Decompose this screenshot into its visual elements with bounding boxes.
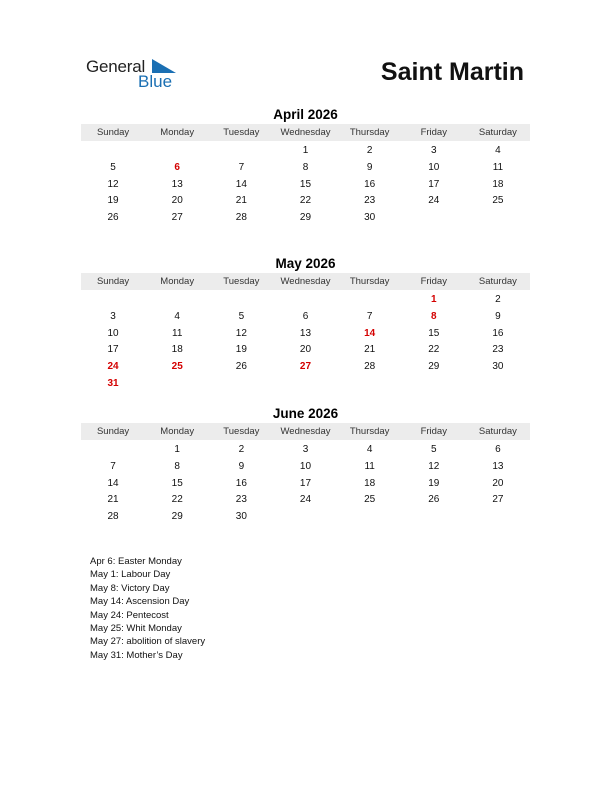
day-cell: 28: [235, 212, 247, 224]
day-cell: 5: [430, 444, 437, 455]
logo-triangle-icon: [152, 59, 176, 73]
empty-day-cell: [466, 509, 530, 526]
empty-day-cell: [402, 210, 466, 227]
day-cell: 20: [299, 344, 312, 356]
day-cell: 11: [364, 460, 375, 472]
empty-day-cell: [209, 143, 273, 160]
weekday-label: Sunday: [96, 426, 130, 437]
day-cell: 9: [366, 161, 373, 173]
day-cell: 30: [235, 511, 247, 523]
week-row: [81, 442, 530, 459]
empty-day-cell: [145, 143, 209, 160]
weekday-label: Monday: [160, 426, 195, 437]
empty-day-cell: [273, 292, 337, 309]
day-cell: 6: [302, 310, 309, 322]
holiday-note: May 27: abolition of slavery: [90, 636, 206, 648]
day-cell: 9: [495, 310, 501, 322]
day-cell: 18: [364, 477, 376, 489]
week-row: [81, 492, 530, 509]
month-calendar-may: [81, 255, 530, 393]
week-row: [81, 476, 530, 493]
weekday-header-row: [81, 423, 530, 440]
empty-day-cell: [402, 376, 466, 393]
day-cell: 11: [492, 161, 504, 173]
empty-day-cell: [209, 376, 273, 393]
day-cell: 17: [299, 477, 312, 489]
holiday-day-cell: 1: [430, 294, 437, 305]
day-cell: 3: [430, 145, 437, 156]
day-cell: 21: [235, 195, 247, 207]
week-row: [81, 509, 530, 526]
day-cell: 3: [302, 444, 309, 455]
generalblue-logo: [86, 55, 186, 91]
holiday-day-cell: 14: [364, 327, 376, 339]
weekday-label: Thursday: [349, 426, 390, 437]
holiday-day-cell: 25: [171, 361, 183, 373]
weekday-label: Saturday: [478, 426, 517, 437]
day-cell: 2: [366, 145, 373, 156]
week-row: [81, 342, 530, 359]
weekday-label: Tuesday: [223, 426, 260, 437]
day-cell: 24: [428, 195, 440, 207]
day-cell: 29: [428, 361, 440, 373]
day-cell: 15: [428, 327, 440, 339]
empty-day-cell: [81, 292, 145, 309]
day-cell: 29: [171, 511, 183, 523]
day-cell: 22: [428, 344, 440, 356]
weekday-label: Monday: [160, 276, 195, 287]
day-cell: 10: [107, 327, 119, 339]
empty-day-cell: [81, 143, 145, 160]
week-row: [81, 459, 530, 476]
day-cell: 7: [238, 161, 245, 173]
empty-day-cell: [338, 376, 402, 393]
weekday-label: Friday: [420, 276, 447, 287]
day-cell: 27: [492, 494, 504, 506]
logo-word-blue: Blue: [138, 72, 173, 91]
holiday-notes-list: [90, 555, 205, 662]
day-cell: 16: [235, 477, 247, 489]
day-cell: 19: [107, 195, 119, 207]
day-cell: 7: [366, 310, 373, 322]
month-calendar-april: [81, 106, 530, 227]
weekday-label: Wednesday: [280, 426, 331, 437]
weekday-label: Tuesday: [223, 276, 260, 287]
day-cell: 25: [364, 494, 376, 506]
day-cell: 20: [492, 477, 504, 489]
day-cell: 5: [110, 161, 116, 173]
week-row: [81, 326, 530, 343]
day-cell: 6: [495, 444, 501, 455]
weekday-label: Tuesday: [223, 127, 260, 138]
day-cell: 24: [299, 494, 312, 506]
empty-day-cell: [145, 292, 209, 309]
day-cell: 14: [235, 178, 247, 190]
day-cell: 13: [492, 460, 504, 472]
holiday-day-cell: 8: [430, 310, 437, 322]
empty-day-cell: [402, 509, 466, 526]
holiday-note: May 24: Pentecost: [90, 609, 169, 621]
weekday-label: Wednesday: [280, 127, 331, 138]
day-cell: 4: [366, 444, 373, 455]
holiday-note: May 1: Labour Day: [90, 569, 171, 581]
day-cell: 21: [364, 344, 376, 356]
day-cell: 30: [364, 212, 376, 224]
holiday-note: May 25: Whit Monday: [90, 623, 182, 635]
country-title: Saint Martin: [380, 58, 524, 86]
week-row: [81, 193, 530, 210]
day-cell: 20: [171, 195, 183, 207]
weekday-header-row: [81, 273, 530, 290]
day-cell: 9: [238, 460, 245, 472]
month-calendar-june: [81, 405, 530, 526]
holiday-note: May 31: Mother’s Day: [90, 649, 183, 661]
empty-day-cell: [338, 292, 402, 309]
week-row: [81, 143, 530, 160]
day-cell: 23: [235, 494, 247, 506]
day-cell: 12: [235, 327, 247, 339]
month-title: April 2026: [273, 107, 338, 122]
day-cell: 2: [238, 444, 245, 455]
day-cell: 21: [107, 494, 119, 506]
day-cell: 4: [174, 310, 180, 322]
day-cell: 26: [235, 361, 247, 373]
day-cell: 12: [107, 178, 119, 190]
empty-day-cell: [81, 442, 145, 459]
holiday-day-cell: 24: [107, 361, 119, 373]
day-cell: 22: [299, 195, 312, 207]
day-cell: 13: [299, 327, 312, 339]
weekday-label: Wednesday: [280, 276, 331, 287]
holiday-day-cell: 6: [174, 161, 180, 173]
day-cell: 23: [364, 195, 376, 207]
day-cell: 19: [428, 477, 440, 489]
day-cell: 30: [492, 361, 504, 373]
week-row: [81, 177, 530, 194]
week-row: [81, 309, 530, 326]
day-cell: 29: [299, 212, 312, 224]
empty-day-cell: [209, 292, 273, 309]
week-row: [81, 292, 530, 309]
day-cell: 16: [492, 327, 504, 339]
day-cell: 27: [171, 212, 183, 224]
week-row: [81, 160, 530, 177]
empty-day-cell: [273, 509, 337, 526]
empty-day-cell: [338, 509, 402, 526]
day-cell: 22: [171, 494, 183, 506]
day-cell: 1: [302, 145, 309, 156]
day-cell: 5: [238, 310, 245, 322]
day-cell: 8: [302, 161, 309, 173]
weekday-label: Saturday: [478, 127, 517, 138]
logo-word-general: General: [86, 57, 146, 76]
day-cell: 7: [110, 460, 116, 472]
weekday-label: Sunday: [96, 127, 130, 138]
weekday-label: Thursday: [349, 276, 390, 287]
day-cell: 16: [364, 178, 376, 190]
holiday-note: May 14: Ascension Day: [90, 596, 190, 608]
day-cell: 12: [428, 460, 440, 472]
empty-day-cell: [466, 376, 530, 393]
holiday-day-cell: 31: [107, 377, 119, 389]
day-cell: 28: [107, 511, 119, 523]
weekday-label: Thursday: [349, 127, 390, 138]
day-cell: 10: [299, 460, 312, 472]
weekday-label: Sunday: [96, 276, 130, 287]
empty-day-cell: [273, 376, 337, 393]
holiday-note: Apr 6: Easter Monday: [90, 556, 182, 567]
month-title: June 2026: [272, 406, 339, 421]
day-cell: 14: [107, 477, 119, 489]
day-cell: 13: [171, 178, 183, 190]
weekday-label: Saturday: [478, 276, 517, 287]
week-row: [81, 359, 530, 376]
day-cell: 2: [495, 294, 501, 305]
weekday-label: Monday: [160, 127, 195, 138]
empty-day-cell: [145, 376, 209, 393]
empty-day-cell: [466, 210, 530, 227]
weekday-label: Friday: [420, 426, 447, 437]
day-cell: 4: [495, 145, 501, 156]
week-row: [81, 376, 530, 393]
day-cell: 25: [492, 195, 504, 207]
day-cell: 10: [428, 161, 440, 173]
day-cell: 28: [364, 361, 376, 373]
day-cell: 1: [174, 444, 180, 455]
holiday-note: May 8: Victory Day: [90, 582, 170, 594]
day-cell: 17: [107, 344, 119, 356]
holiday-day-cell: 27: [299, 361, 312, 373]
day-cell: 18: [171, 344, 183, 356]
day-cell: 3: [110, 310, 116, 322]
weekday-header-row: [81, 124, 530, 141]
week-row: [81, 210, 530, 227]
day-cell: 17: [428, 178, 440, 190]
day-cell: 15: [171, 477, 183, 489]
day-cell: 15: [299, 178, 312, 190]
day-cell: 23: [492, 344, 504, 356]
day-cell: 11: [172, 327, 183, 339]
weekday-label: Friday: [420, 127, 447, 138]
day-cell: 26: [107, 212, 119, 224]
day-cell: 26: [428, 494, 440, 506]
month-title: May 2026: [275, 256, 336, 271]
day-cell: 18: [492, 178, 504, 190]
day-cell: 8: [174, 460, 180, 472]
day-cell: 19: [235, 344, 247, 356]
